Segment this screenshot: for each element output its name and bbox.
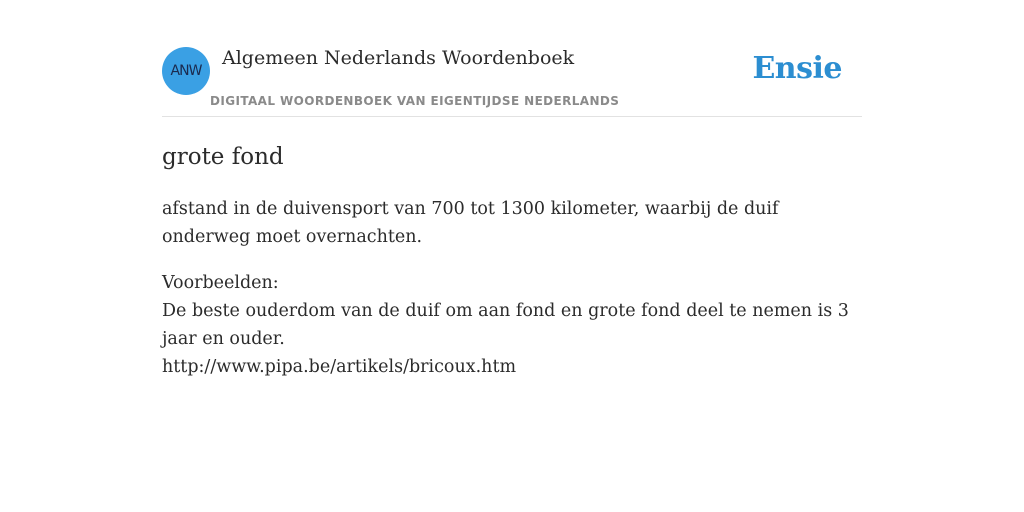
site-title[interactable]: Algemeen Nederlands Woordenboek xyxy=(222,47,575,69)
entry-term: grote fond xyxy=(162,144,284,170)
example-source: http://www.pipa.be/artikels/bricoux.htm xyxy=(162,357,517,377)
examples-label: Voorbeelden: xyxy=(162,273,279,293)
logo-text: ANW xyxy=(170,63,202,79)
examples-section xyxy=(162,269,862,381)
header xyxy=(162,0,862,117)
example-text: De beste ouderdom van de duif om aan fond en grote fond deel te nemen is 3 jaar en ouder. xyxy=(162,301,849,349)
content-container xyxy=(162,0,862,381)
anw-logo[interactable] xyxy=(162,47,210,95)
entry-definition: afstand in de duivensport van 700 tot 1300 kilometer, waarbij de duif onderweg moet overnachten. xyxy=(162,199,779,247)
ensie-brand-link[interactable]: Ensie xyxy=(752,51,842,86)
site-subtitle: DIGITAAL WOORDENBOEK VAN EIGENTIJDSE NEDERLANDS xyxy=(210,94,620,108)
